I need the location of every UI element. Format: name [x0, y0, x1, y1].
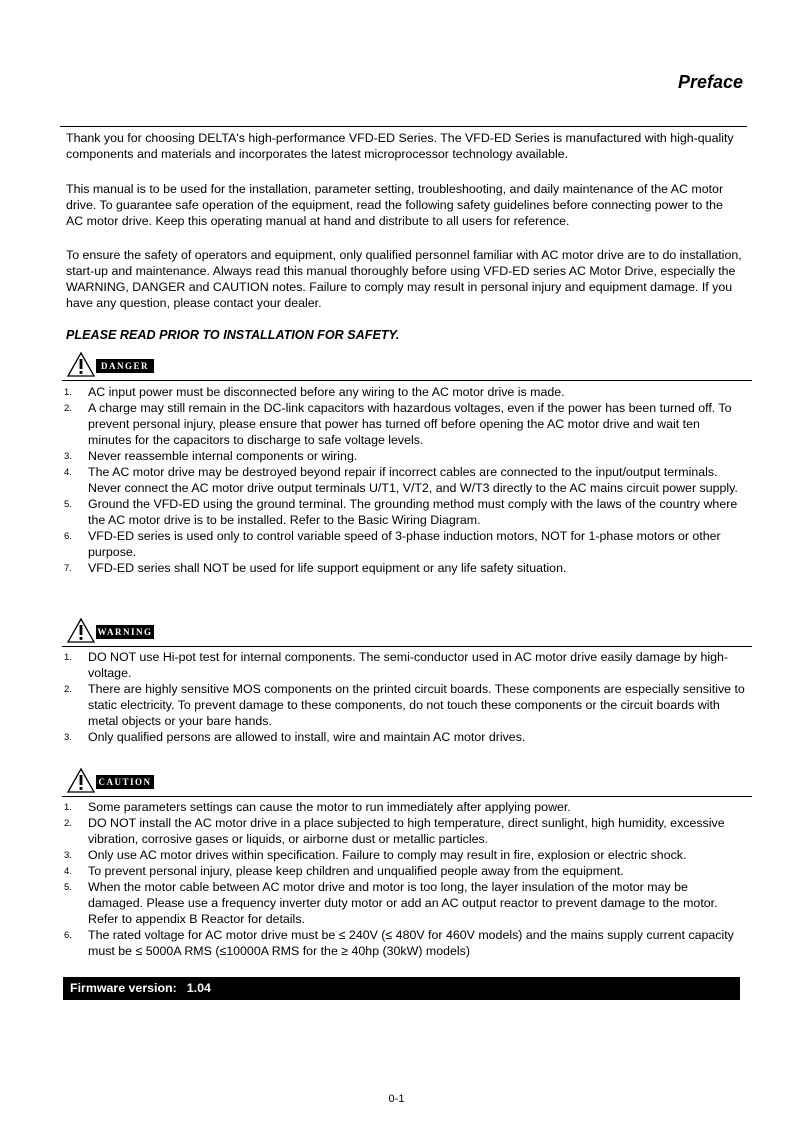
danger-label: DANGER: [96, 359, 154, 373]
warning-rule: [62, 646, 752, 647]
list-item: 3. Only use AC motor drives within specification. Failure to comply may result in fire, explosion or electric shock.: [64, 848, 687, 862]
caution-list: [66, 799, 746, 959]
caution-header: [62, 767, 752, 797]
list-item: 5. When the motor cable between AC motor drive and motor is too long, the layer insulation of the motor may be damaged. Please use a frequency inverter duty motor or add an AC output reactor to prevent damage to the motor. Refer to appendix B Reactor for details.: [64, 880, 718, 926]
list-item: 3. Never reassemble internal components or wiring.: [64, 449, 358, 463]
safety-heading: PLEASE READ PRIOR TO INSTALLATION FOR SAFETY.: [66, 328, 400, 342]
intro-paragraph-1: Thank you for choosing DELTA's high-performance VFD-ED Series. The VFD-ED Series is manufactured with high-quality components and materials and incorporates the latest microprocessor technology available.: [66, 131, 734, 161]
list-item: 2. A charge may still remain in the DC-link capacitors with hazardous voltages, even if the power has been turned off. To prevent personal injury, please ensure that power has turned off before opening the AC motor drive and wait ten minutes for the capacitors to discharge to safe voltage levels.: [64, 401, 732, 447]
warning-triangle-icon: [66, 767, 96, 794]
list-item: 1. AC input power must be disconnected before any wiring to the AC motor drive is made.: [64, 385, 565, 399]
danger-header: [62, 351, 752, 381]
list-item: 1. Some parameters settings can cause the motor to run immediately after applying power.: [64, 800, 571, 814]
list-item: 2. There are highly sensitive MOS components on the printed circuit boards. These components are especially sensitive to static electricity. To prevent damage to these components, do not touch these components or the circuit boards with metal objects or your bare hands.: [64, 682, 745, 728]
firmware-value: 1.04: [186, 981, 211, 995]
warning-list: [66, 649, 746, 745]
list-item: 6. The rated voltage for AC motor drive must be ≤ 240V (≤ 480V for 460V models) and the mains supply current capacity must be ≤ 5000A RMS (≤10000A RMS for the ≥ 40hp (30kW) models): [64, 928, 734, 958]
firmware-label: Firmware version:: [70, 981, 177, 995]
warning-label: WARNING: [97, 627, 153, 637]
list-item: 1. DO NOT use Hi-pot test for internal components. The semi-conductor used in AC motor drive easily damage by high-voltage.: [64, 650, 729, 680]
intro-paragraph-2: This manual is to be used for the installation, parameter setting, troubleshooting, and daily maintenance of the AC motor drive. To guarantee safe operation of the equipment, read the following safety guidelines before connecting power to the AC motor drive. Keep this operating manual at hand and distribute to all users for reference.: [66, 182, 724, 228]
list-item: 4. The AC motor drive may be destroyed beyond repair if incorrect cables are connected to the input/output terminals. Never connect the AC motor drive output terminals U/T1, V/T2, and W/T3 directly to the AC mains circuit power supply.: [64, 465, 738, 495]
warning-triangle-icon: [66, 351, 96, 378]
caution-rule: [62, 796, 752, 797]
warning-triangle-icon: [66, 617, 96, 644]
list-item: 7. VFD-ED series shall NOT be used for life support equipment or any life safety situation.: [64, 561, 567, 575]
list-item: 2. DO NOT install the AC motor drive in a place subjected to high temperature, direct sunlight, high humidity, excessive vibration, corrosive gases or liquids, or airborne dust or metallic particles.: [64, 816, 725, 846]
list-item: 5. Ground the VFD-ED using the ground terminal. The grounding method must comply with the laws of the country where the AC motor drive is to be installed. Refer to the Basic Wiring Diagram.: [64, 497, 738, 527]
caution-label: CAUTION: [96, 775, 154, 789]
page-title: Preface: [677, 72, 743, 92]
danger-rule: [62, 380, 752, 381]
warning-header: [62, 617, 752, 647]
intro-paragraph-3: To ensure the safety of operators and equipment, only qualified personnel familiar with AC motor drive are to do installation, start-up and maintenance. Always read this manual thoroughly before using VFD-ED series AC Motor Drive, especially the WARNING, DANGER and CAUTION notes. Failure to comply may result in personal injury and equipment damage. If you have any question, please contact your dealer.: [66, 248, 742, 310]
list-item: 4. To prevent personal injury, please keep children and unqualified people away from the equipment.: [64, 864, 624, 878]
list-item: 3. Only qualified persons are allowed to install, wire and maintain AC motor drives.: [64, 730, 526, 744]
page-number: 0-1: [388, 1093, 405, 1105]
danger-list: [66, 384, 746, 576]
firmware-version-bar: [63, 977, 740, 1000]
list-item: 6. VFD-ED series is used only to control variable speed of 3-phase induction motors, NOT for 1-phase motors or other purpose.: [64, 529, 721, 559]
header-rule: [60, 126, 747, 127]
